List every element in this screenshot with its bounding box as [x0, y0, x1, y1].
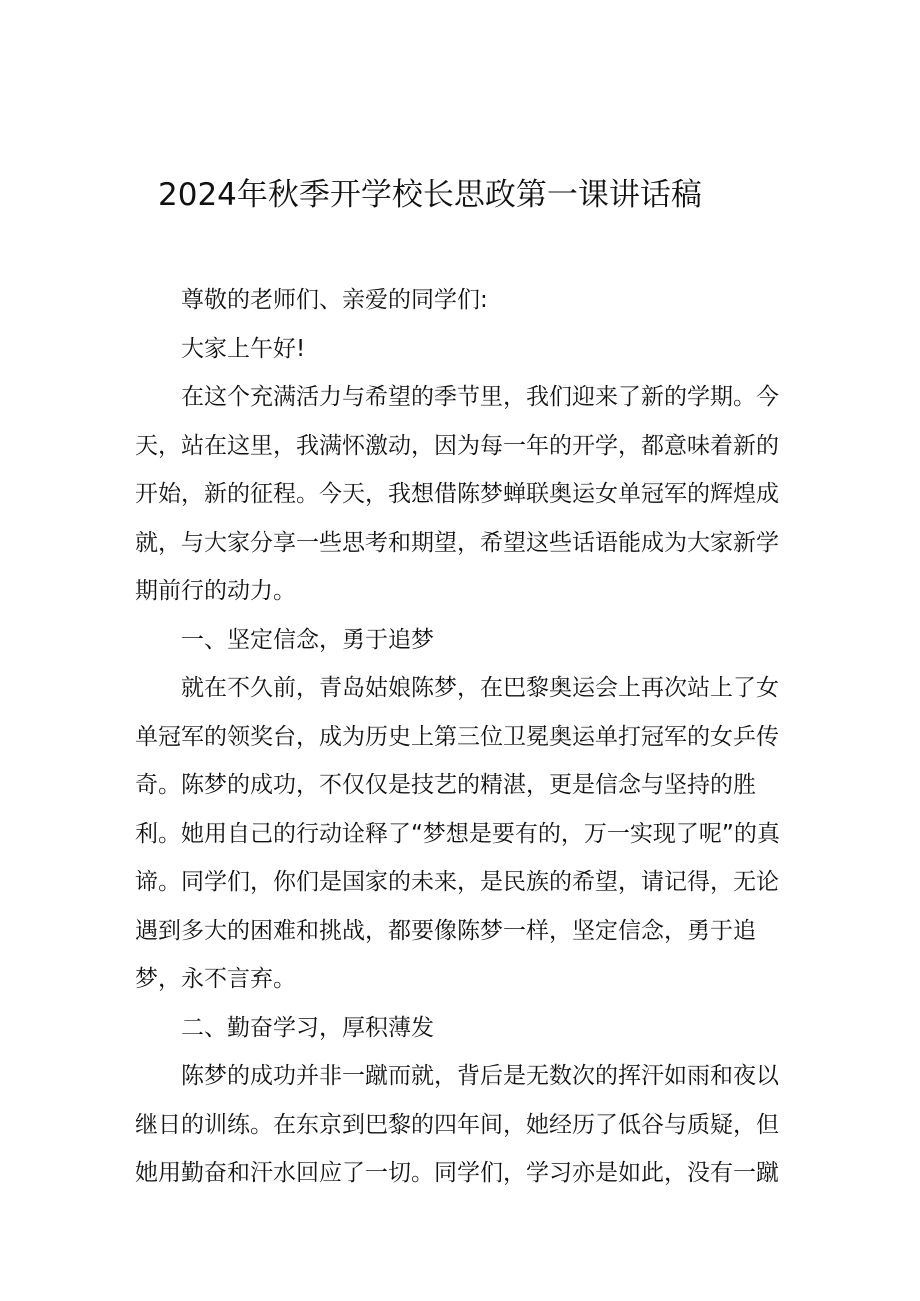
paragraph-section-2: 陈梦的成功并非一蹴而就，背后是无数次的挥汗如雨和夜以继日的训练。在东京到巴黎的四年间，她经历了低谷与质疑，但她用勤奋和汗水回应了一切。同学们，学习亦是如此，没有一蹴 — [135, 1063, 779, 1186]
paragraph-section-1: 就在不久前，青岛姑娘陈梦，在巴黎奥运会上再次站上了女单冠军的领奖台，成为历史上第三位卫冕奥运单打冠军的女乒传奇。陈梦的成功，不仅仅是技艺的精湛，更是信念与坚持的胜利。她用自己的行动诠释了“梦想是要有的，万一实现了呢”的真谛。同学们，你们是国家的未来，是民族的希望，请记得，无论遇到多大的困难和挑战，都要像陈梦一样，坚定信念，勇于追梦，永不言弃。 — [135, 675, 780, 992]
salutation: 尊敬的老师们、亲爱的同学们: — [181, 287, 488, 313]
section-heading-2: 二、勤奋学习，厚积薄发 — [181, 1014, 434, 1041]
section-heading-1: 一、坚定信念，勇于追梦 — [181, 626, 434, 653]
greeting: 大家上午好! — [181, 335, 306, 362]
paragraph-intro: 在这个充满活力与希望的季节里，我们迎来了新的学期。今天，站在这里，我满怀激动，因为每一年的开学，都意味着新的开始，新的征程。今天，我想借陈梦蝉联奥运女单冠军的辉煌成就，与大家分享一些思考和期望，希望这些话语能成为大家新学期前行的动力。 — [135, 384, 779, 604]
document-body — [135, 276, 790, 1198]
document-title: 2024年秋季开学校长思政第一课讲话稿 — [158, 177, 702, 213]
